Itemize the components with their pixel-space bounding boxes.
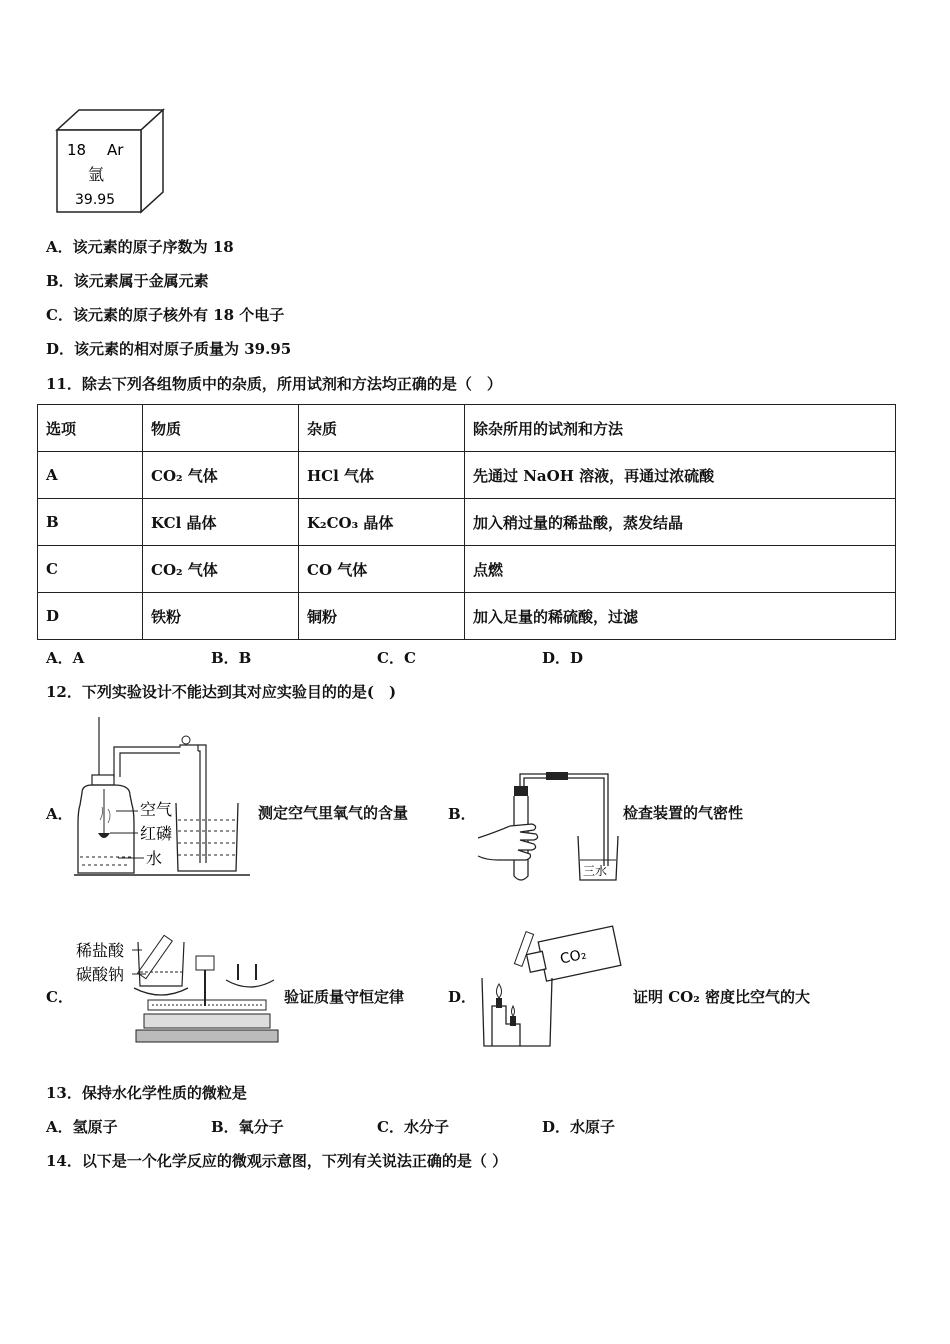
q12-c-caption: 验证质量守恒定律 bbox=[284, 988, 405, 1006]
table-cell: CO 气体 bbox=[299, 546, 465, 593]
table-cell: 加入足量的稀硫酸，过滤 bbox=[465, 593, 896, 640]
label-water: 水 bbox=[146, 849, 163, 868]
q12-b-letter: B． bbox=[448, 805, 476, 823]
table-cell: HCl 气体 bbox=[299, 452, 465, 499]
table-row bbox=[38, 499, 896, 546]
table-cell: 加入稍过量的稀盐酸，蒸发结晶 bbox=[465, 499, 896, 546]
label-air: 空气 bbox=[140, 800, 173, 819]
table-cell: 铁粉 bbox=[143, 593, 299, 640]
q12-stem: 12．下列实验设计不能达到其对应实验目的的是( ) bbox=[46, 683, 397, 701]
q12-a-caption: 测定空气里氧气的含量 bbox=[258, 804, 409, 822]
element-name: 氩 bbox=[88, 165, 105, 184]
q13-option-d: D．水原子 bbox=[542, 1118, 616, 1136]
q11-option-c: C．C bbox=[377, 649, 416, 667]
table-cell: B bbox=[38, 499, 143, 546]
label-sodium-carbonate: 碳酸钠 bbox=[76, 965, 125, 984]
q10-option-a: A．该元素的原子序数为 18 bbox=[46, 238, 234, 256]
mass-conservation-balance-diagram bbox=[76, 928, 280, 1046]
oxygen-content-apparatus-diagram bbox=[74, 715, 254, 877]
atomic-mass: 39.95 bbox=[75, 192, 116, 208]
table-header: 物质 bbox=[143, 405, 299, 452]
q10-option-b: B．该元素属于金属元素 bbox=[46, 272, 209, 290]
q11-option-d: D．D bbox=[542, 649, 584, 667]
q11-option-a: A．A bbox=[46, 649, 85, 667]
q11-table bbox=[37, 404, 896, 640]
q10-option-d: D．该元素的相对原子质量为 39.95 bbox=[46, 340, 292, 358]
q11-option-b: B．B bbox=[211, 649, 252, 667]
table-row bbox=[38, 546, 896, 593]
q13-option-a: A．氢原子 bbox=[46, 1118, 118, 1136]
q12-d-caption: 证明 CO₂ 密度比空气的大 bbox=[633, 988, 811, 1006]
airtightness-check-diagram bbox=[476, 768, 626, 886]
q10-option-c: C．该元素的原子核外有 18 个电子 bbox=[46, 306, 285, 324]
table-header: 选项 bbox=[38, 405, 143, 452]
table-cell: 先通过 NaOH 溶液，再通过浓硫酸 bbox=[465, 452, 896, 499]
table-cell: C bbox=[38, 546, 143, 593]
q13-stem: 13．保持水化学性质的微粒是 bbox=[46, 1084, 247, 1102]
table-cell: CO₂ 气体 bbox=[143, 546, 299, 593]
table-cell: A bbox=[38, 452, 143, 499]
atomic-number: 18 bbox=[67, 141, 87, 159]
q13-option-c: C．水分子 bbox=[377, 1118, 449, 1136]
table-row bbox=[38, 452, 896, 499]
element-card-argon bbox=[55, 108, 167, 214]
table-cell: K₂CO₃ 晶体 bbox=[299, 499, 465, 546]
table-header: 除杂所用的试剂和方法 bbox=[465, 405, 896, 452]
element-symbol: Ar bbox=[107, 141, 124, 159]
q12-a-letter: A． bbox=[46, 805, 73, 823]
q12-d-letter: D． bbox=[448, 988, 477, 1006]
table-cell: 铜粉 bbox=[299, 593, 465, 640]
label-red-phosphorus: 红磷 bbox=[140, 824, 173, 843]
table-row bbox=[38, 593, 896, 640]
label-co2-bottle: CO₂ bbox=[558, 946, 588, 968]
label-water-b: 三水 bbox=[583, 864, 608, 878]
q14-stem: 14．以下是一个化学反应的微观示意图，下列有关说法正确的是（ ） bbox=[46, 1152, 508, 1170]
label-hydrochloric-acid: 稀盐酸 bbox=[76, 941, 125, 960]
table-header-row bbox=[38, 405, 896, 452]
co2-density-candle-diagram bbox=[480, 920, 630, 1050]
q12-b-caption: 检查装置的气密性 bbox=[623, 804, 744, 822]
q13-option-b: B．氧分子 bbox=[211, 1118, 284, 1136]
table-cell: D bbox=[38, 593, 143, 640]
q11-stem: 11．除去下列各组物质中的杂质，所用试剂和方法均正确的是（ ） bbox=[46, 375, 502, 393]
table-header: 杂质 bbox=[299, 405, 465, 452]
table-cell: KCl 晶体 bbox=[143, 499, 299, 546]
q12-c-letter: C． bbox=[46, 988, 73, 1006]
table-cell: CO₂ 气体 bbox=[143, 452, 299, 499]
table-cell: 点燃 bbox=[465, 546, 896, 593]
